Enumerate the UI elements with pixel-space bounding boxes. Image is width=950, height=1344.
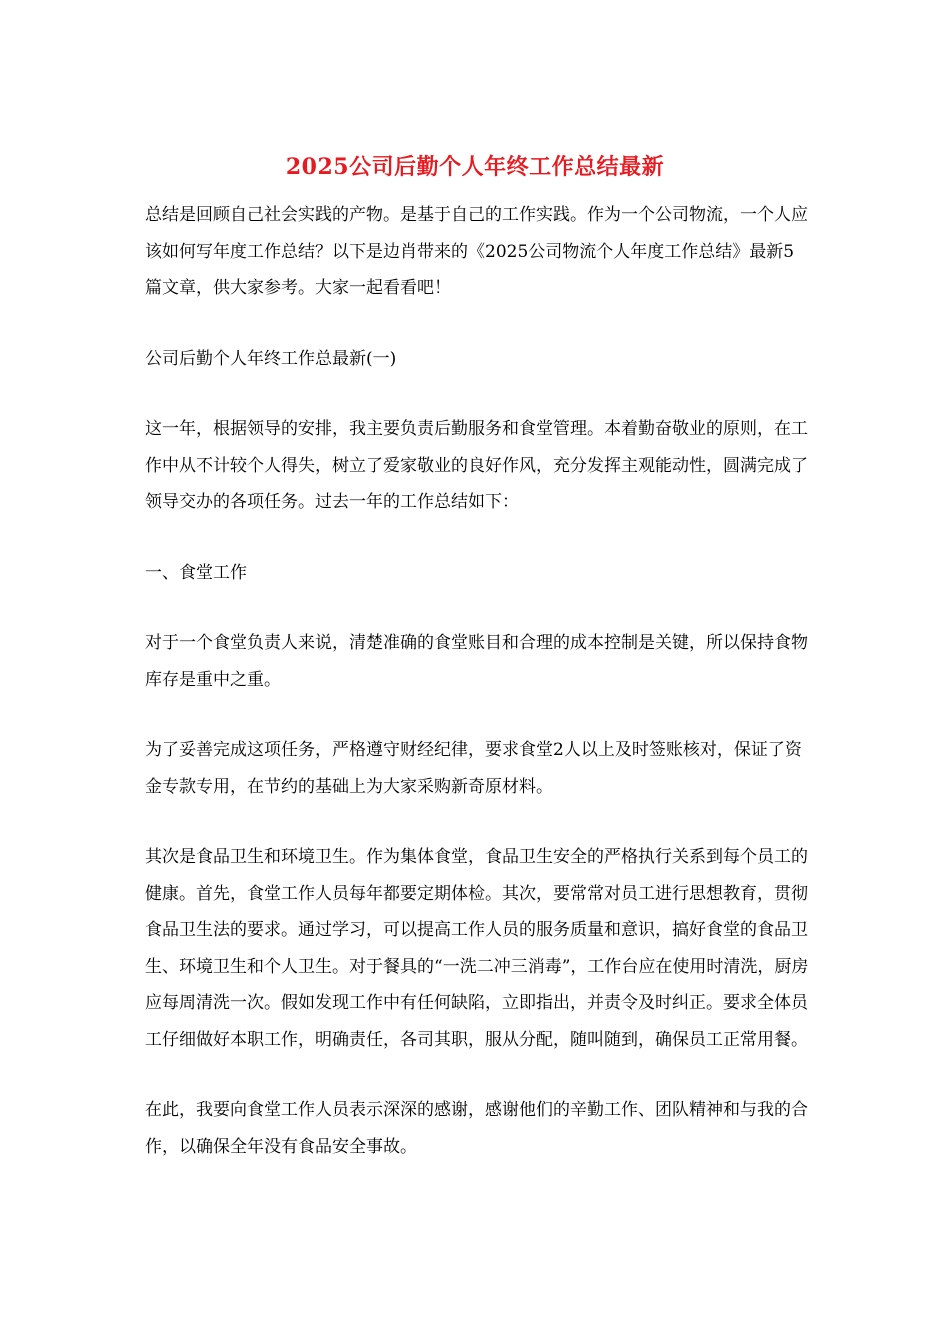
- body-paragraph: 其次是食品卫生和环境卫生。作为集体食堂，食品卫生安全的严格执行关系到每个员工的健康。首先，食堂工作人员每年都要定期体检。其次，要常常对员工进行思想教育，贯彻食品卫生法的要求。通过学习，可以提高工作人员的服务质量和意识，搞好食堂的食品卫生、环境卫生和个人卫生。对于餐具的“一洗二冲三消毒”，工作台应在使用时清洗，厨房应每周清洗一次。假如发现工作中有任何缺陷，立即指出，并责令及时纠正。要求全体员工仔细做好本职工作，明确责任，各司其职，服从分配，随叫随到，确保员工正常用餐。: [145, 847, 809, 1050]
- subsection-heading: 一、食堂工作: [145, 562, 247, 583]
- document-title: 2025公司后勤个人年终工作总结最新: [285, 154, 665, 180]
- paragraph-spacer: [145, 377, 810, 411]
- paragraph-spacer: [145, 521, 810, 555]
- intro-paragraph: 总结是回顾自己社会实践的产物。是基于自己的工作实践。作为一个公司物流，一个人应该如何写年度工作总结？以下是边肖带来的《2025公司物流个人年度工作总结》最新5篇文章，供大家参考。大家一起看看吧！: [145, 205, 808, 298]
- body-paragraph: 为了妥善完成这项任务，严格遵守财经纪律，要求食堂2人以上及时签账核对，保证了资金专款专用，在节约的基础上为大家采购新奇原材料。: [145, 740, 802, 797]
- section-heading: 公司后勤个人年终工作总最新(一): [145, 348, 397, 369]
- paragraph-spacer: [145, 1058, 810, 1092]
- paragraph-spacer: [145, 591, 810, 625]
- paragraph-spacer: [145, 805, 810, 839]
- body-paragraph: 这一年，根据领导的安排，我主要负责后勤服务和食堂管理。本着勤奋敬业的原则，在工作中从不计较个人得失，树立了爱家敬业的良好作风，充分发挥主观能动性，圆满完成了领导交办的各项任务。过去一年的工作总结如下：: [145, 419, 808, 512]
- document-body: [145, 197, 810, 1165]
- body-paragraph: 对于一个食堂负责人来说，清楚准确的食堂账目和合理的成本控制是关键，所以保持食物库存是重中之重。: [145, 633, 808, 690]
- body-paragraph: 在此，我要向食堂工作人员表示深深的感谢，感谢他们的辛勤工作、团队精神和与我的合作，以确保全年没有食品安全事故。: [145, 1100, 808, 1157]
- paragraph-spacer: [145, 307, 810, 341]
- paragraph-spacer: [145, 698, 810, 732]
